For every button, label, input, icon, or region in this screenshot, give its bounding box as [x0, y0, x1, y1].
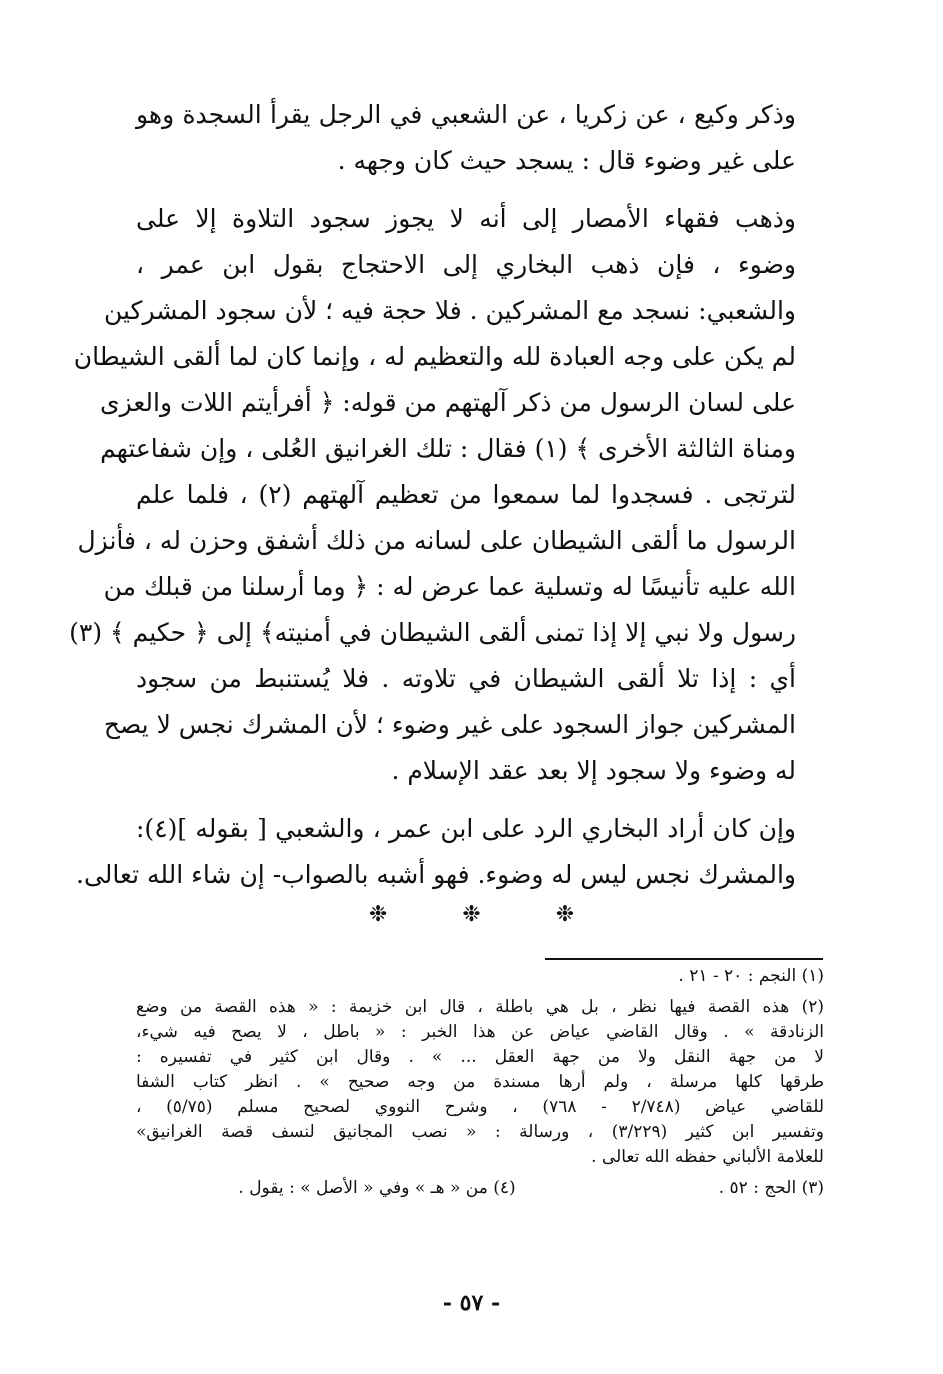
- paragraph-3: [76, 806, 824, 898]
- text-line: وضوء ، فإن ذهب البخاري إلى الاحتجاج بقول ابن عمر ،: [136, 250, 796, 279]
- footnote-3: (٣) الحج : ٥٢ .: [718, 1178, 824, 1198]
- text-line: على لسان الرسول من ذكر آلهتهم من قوله: ﴿ أفرأيتم اللات والعزى: [100, 388, 796, 417]
- asterisk-ornament-icon: ❉: [368, 902, 388, 927]
- text-line: وإن كان أراد البخاري الرد على ابن عمر ، والشعبي [ بقوله ](٤):: [136, 814, 796, 843]
- text-line: ومناة الثالثة الأخرى ﴾ (١) فقال : تلك الغرانيق العُلى ، وإن شفاعتهم: [100, 434, 796, 463]
- section-separator: [0, 902, 943, 927]
- text-line: والمشرك نجس ليس له وضوء. فهو أشبه بالصواب- إن شاء الله تعالى.: [76, 860, 796, 889]
- footnote-4: (٤) من « هـ » وفي « الأصل » : يقول .: [238, 1178, 516, 1198]
- text-line: الرسول ما ألقى الشيطان على لسانه من ذلك أشفق وحزن له ، فأنزل: [77, 526, 796, 555]
- footnotes-3-4-row: [136, 1176, 824, 1201]
- text-line: الله عليه تأنيسًا له وتسلية عما عرض له : ﴿ وما أرسلنا من قبلك من: [103, 572, 796, 601]
- text-line: على غير وضوء قال : يسجد حيث كان وجهه .: [337, 146, 796, 175]
- page-number: - ٥٧ -: [442, 1290, 501, 1316]
- paragraph-2: [69, 196, 824, 794]
- footnote-line: للعلامة الألباني حفظه الله تعالى .: [591, 1147, 824, 1167]
- main-text: [69, 92, 824, 898]
- footnote-line: للقاضي عياض (٢/٧٤٨ - ٧٦٨) ، وشرح النووي لصحيح مسلم (٥/٧٥) ،: [136, 1097, 824, 1117]
- footnote-line: الزنادقة » . وقال القاضي عياض عن هذا الخبر : « باطل ، لا يصح فيه شيء،: [136, 1022, 824, 1042]
- text-line: والشعبي: نسجد مع المشركين . فلا حجة فيه ؛ لأن سجود المشركين: [103, 296, 796, 325]
- text-line: المشركين جواز السجود على غير وضوء ؛ لأن المشرك نجس لا يصح: [103, 710, 796, 739]
- footnote-line: (٢) هذه القصة فيها نظر ، بل هي باطلة ، قال ابن خزيمة : « هذه القصة من وضع: [136, 997, 824, 1017]
- text-line: وذهب فقهاء الأمصار إلى أنه لا يجوز سجود التلاوة إلا على: [136, 204, 796, 233]
- text-line: لترتجى . فسجدوا لما سمعوا من تعظيم آلهتهم (٢) ، فلما علم: [136, 480, 796, 509]
- text-line: لم يكن على وجه العبادة لله والتعظيم له ، وإنما كان لما ألقى الشيطان: [73, 342, 796, 371]
- footnote-line: طرقها كلها مرسلة ، ولم أرها مسندة من وجه صحيح » . انظر كتاب الشفا: [136, 1072, 824, 1092]
- paragraph-1: [136, 92, 824, 184]
- footnote-2: [136, 995, 824, 1170]
- text-line: وذكر وكيع ، عن زكريا ، عن الشعبي في الرجل يقرأ السجدة وهو: [136, 100, 796, 129]
- footnote-line: لا من جهة النقل ولا من جهة العقل ... » . وقال ابن كثير في تفسيره :: [136, 1047, 824, 1067]
- text-line: له وضوء ولا سجود إلا بعد عقد الإسلام .: [391, 756, 796, 785]
- footnote-1: (١) النجم : ٢٠ - ٢١ .: [678, 966, 824, 986]
- text-line: رسول ولا نبي إلا إذا تمنى ألقى الشيطان في أمنيته﴾ إلى ﴿ حكيم ﴾ (٣): [69, 618, 796, 647]
- footnote-line: وتفسير ابن كثير (٣/٢٢٩) ، ورسالة : « نصب المجانيق لنسف قصة الغرانيق»: [136, 1122, 824, 1142]
- asterisk-ornament-icon: ❉: [462, 902, 481, 927]
- footnotes: [136, 964, 824, 1201]
- footnote-divider: [545, 958, 823, 960]
- asterisk-ornament-icon: ❉: [555, 902, 575, 927]
- text-line: أي : إذا تلا ألقى الشيطان في تلاوته . فلا يُستنبط من سجود: [136, 664, 796, 693]
